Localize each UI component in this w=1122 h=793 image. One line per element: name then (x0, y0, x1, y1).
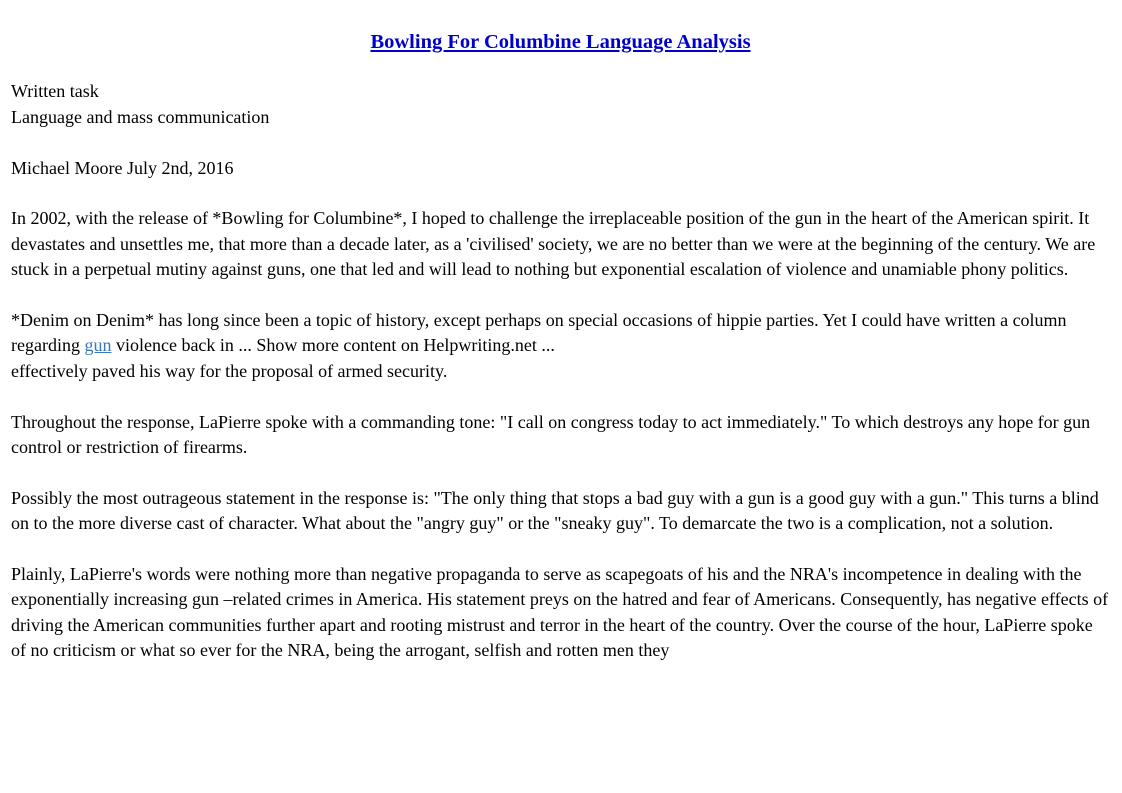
author-date: Michael Moore July 2nd, 2016 (11, 157, 234, 178)
document-title-link[interactable]: Bowling For Columbine Language Analysis (370, 31, 751, 53)
header-block (11, 79, 1110, 130)
denim-text-before-link: *Denim on Denim* has long since been a topic of history, except perhaps on special occasions of hippie parties. Yet I could have written a column regarding (11, 310, 1067, 356)
title-container (11, 30, 1110, 55)
gun-link[interactable]: gun (84, 335, 112, 356)
denim-text-after-link: violence back in ... Show more content on Helpwriting.net ... (111, 335, 555, 356)
topic-label: Language and mass communication (11, 106, 270, 127)
task-label: Written task (11, 81, 99, 102)
paragraph-outrageous-statement: Possibly the most outrageous statement in the response is: "The only thing that stops a bad guy with a gun is a good guy with a gun." This turns a blind on to the more diverse cast of character. What about the "angry guy" or the "sneaky guy". To demarcate the two is a complication, not a solution. (11, 487, 1099, 534)
paragraph-denim (11, 308, 1110, 384)
paragraph-response-tone: Throughout the response, LaPierre spoke with a commanding tone: "I call on congress today to act immediately." To which destroys any hope for gun control or restriction of firearms. (11, 411, 1091, 458)
paragraph-intro: In 2002, with the release of *Bowling for Columbine*, I hoped to challenge the irreplaceable position of the gun in the heart of the American spirit. It devastates and unsettles me, that more than a decade later, as a 'civilised' society, we are no better than we were at the beginning of the century. We are stuck in a perpetual mutiny against guns, one that led and will lead to nothing but exponential escalation of violence and unamiable phony politics. (11, 208, 1096, 280)
byline (11, 156, 1110, 181)
paragraph-conclusion: Plainly, LaPierre's words were nothing more than negative propaganda to serve as scapegoats of his and the NRA's incompetence in dealing with the exponentially increasing gun –related crimes in America. His statement preys on the hatred and fear of Americans. Consequently, has negative effects of driving the American communities further apart and rooting mistrust and terror in the heart of the country. Over the course of the hour, LaPierre spoke of no criticism or what so ever for the NRA, being the arrogant, selfish and rotten men they (11, 564, 1109, 661)
denim-continuation: effectively paved his way for the proposal of armed security. (11, 360, 448, 381)
